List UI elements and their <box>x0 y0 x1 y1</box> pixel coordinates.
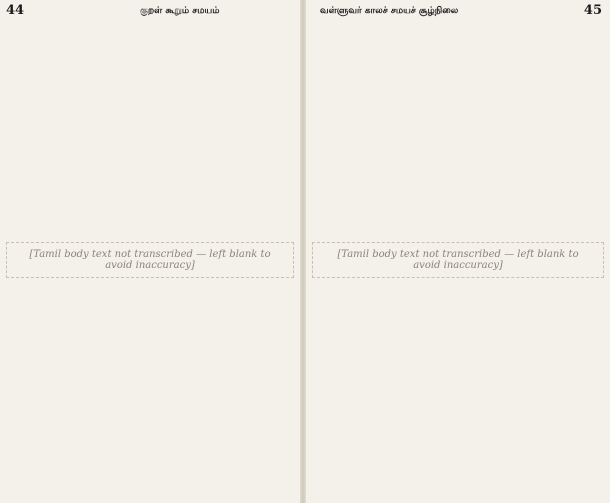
left-page-number: 44 <box>6 3 25 18</box>
left-page-body <box>6 20 294 499</box>
right-page-body <box>312 20 604 499</box>
right-page <box>306 0 610 503</box>
left-body-omitted-note: [Tamil body text not transcribed — left blank to avoid inaccuracy] <box>6 242 294 278</box>
right-page-number: 45 <box>583 3 602 18</box>
left-page <box>0 0 300 503</box>
left-running-header: குறள் கூறும் சமயம் <box>140 6 220 16</box>
right-running-header: வள்ளுவர் காலச் சமயச் சூழ்நிலை <box>320 6 459 16</box>
right-body-omitted-note: [Tamil body text not transcribed — left blank to avoid inaccuracy] <box>312 242 604 278</box>
